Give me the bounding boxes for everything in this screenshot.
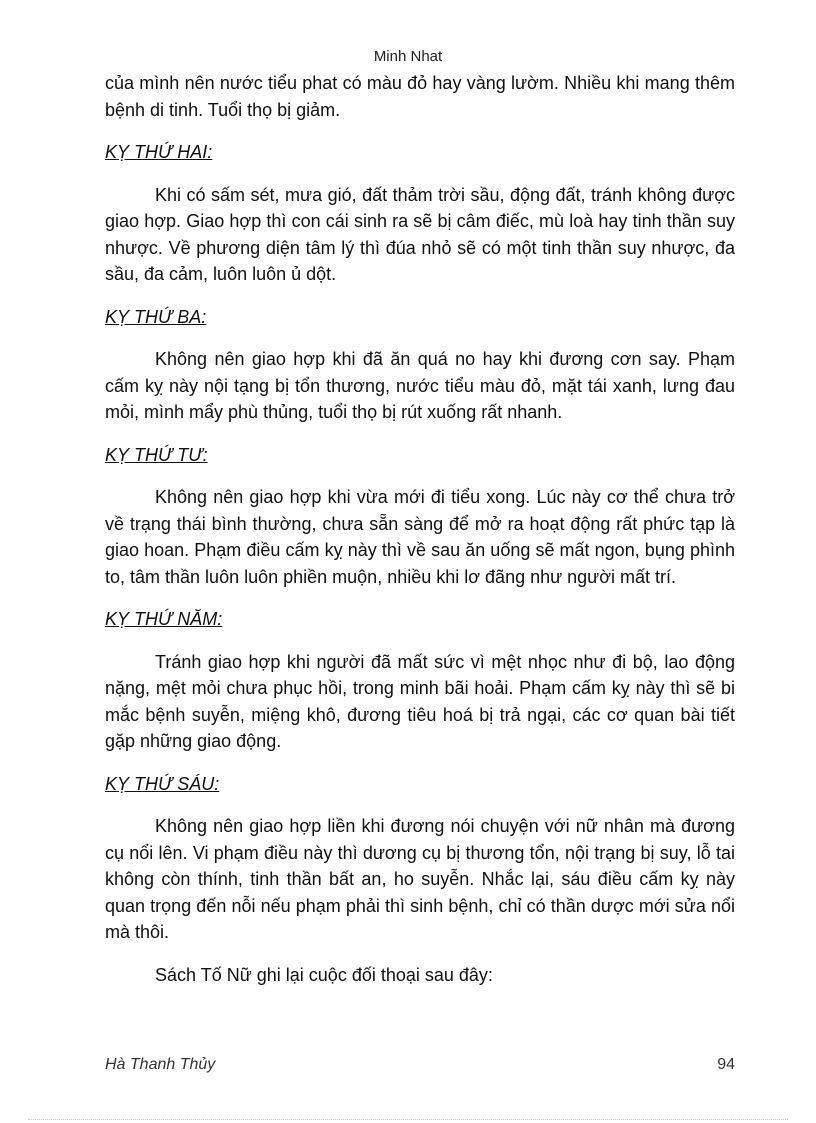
- section-body: Không nên giao hợp liền khi đương nói chuyện với nữ nhân mà đương cụ nổi lên. Vi phạm điều này thì dương cụ bị thương tổn, nội trạng bị suy, lỗ tai không còn thính, tinh thần bất an, ho suyễn. Nhắc lại, sáu điều cấm kỵ này quan trọng đến nỗi nếu phạm phải thì sinh bệnh, chỉ có thần dược mới sửa nổi mà thôi.: [105, 816, 735, 942]
- bottom-divider: [28, 1119, 788, 1120]
- section-heading: KỴ THỨ NĂM:: [105, 609, 223, 629]
- footer-author: Hà Thanh Thủy: [105, 1056, 216, 1073]
- closing-paragraph: Sách Tố Nữ ghi lại cuộc đối thoại sau đây:: [155, 964, 493, 985]
- section-body: Không nên giao hợp khi vừa mới đi tiểu xong. Lúc này cơ thể chưa trở về trạng thái bình thường, chưa sẵn sàng để mở ra hoạt động rất phức tạp là giao hoan. Phạm điều cấm kỵ này thì về sau ăn uống sẽ mất ngon, bụng phình to, tâm thần luôn luôn phiền muộn, nhiều khi lơ đãng như người mất trí.: [105, 487, 735, 587]
- section-body: Tránh giao hợp khi người đã mất sức vì mệt nhọc như đi bộ, lao động nặng, mệt mỏi chưa phục hồi, trong minh bãi hoải. Phạm cấm kỵ này thì sẽ bi mắc bệnh suyễn, miệng khô, đương tiêu hoá bị trả ngại, các cơ quan bài tiết gặp những giao động.: [105, 651, 735, 751]
- section-heading: KỴ THỨ TƯ:: [105, 444, 208, 465]
- page-content: [105, 70, 735, 988]
- intro-paragraph: của mình nên nước tiểu phat có màu đỏ hay vàng lườm. Nhiều khi mang thêm bệnh di tinh. Tuổi thọ bị giảm.: [105, 73, 735, 120]
- running-header: Minh Nhat: [373, 48, 443, 65]
- section-ky-thu-ba: [105, 304, 735, 426]
- section-heading: KỴ THỨ SÁU:: [105, 773, 220, 794]
- page-number: 94: [717, 1056, 735, 1073]
- section-body: Không nên giao hợp khi đã ăn quá no hay khi đương cơn say. Phạm cấm kỵ này nội tạng bị tổn thương, nước tiểu màu đỏ, mặt tái xanh, lưng đau mỏi, mình mẩy phù thủng, tuổi thọ bị rút xuống rất nhanh.: [105, 349, 735, 422]
- section-heading: KỴ THỨ HAI:: [105, 142, 213, 162]
- section-heading: KỴ THỨ BA:: [105, 306, 207, 327]
- section-ky-thu-tu: [105, 442, 735, 591]
- section-ky-thu-nam: [105, 606, 735, 755]
- section-ky-thu-sau: [105, 771, 735, 946]
- section-body: Khi có sấm sét, mưa gió, đất thảm trời sầu, động đất, tránh không được giao hợp. Giao hợp thì con cái sinh ra sẽ bị câm điếc, mù loà hay tinh thần suy nhược. Về phương diện tâm lý thì đúa nhỏ sẽ có một tinh thần suy nhược, đa sầu, đa cảm, luôn luôn ủ dột.: [105, 184, 735, 284]
- section-ky-thu-hai: [105, 139, 735, 288]
